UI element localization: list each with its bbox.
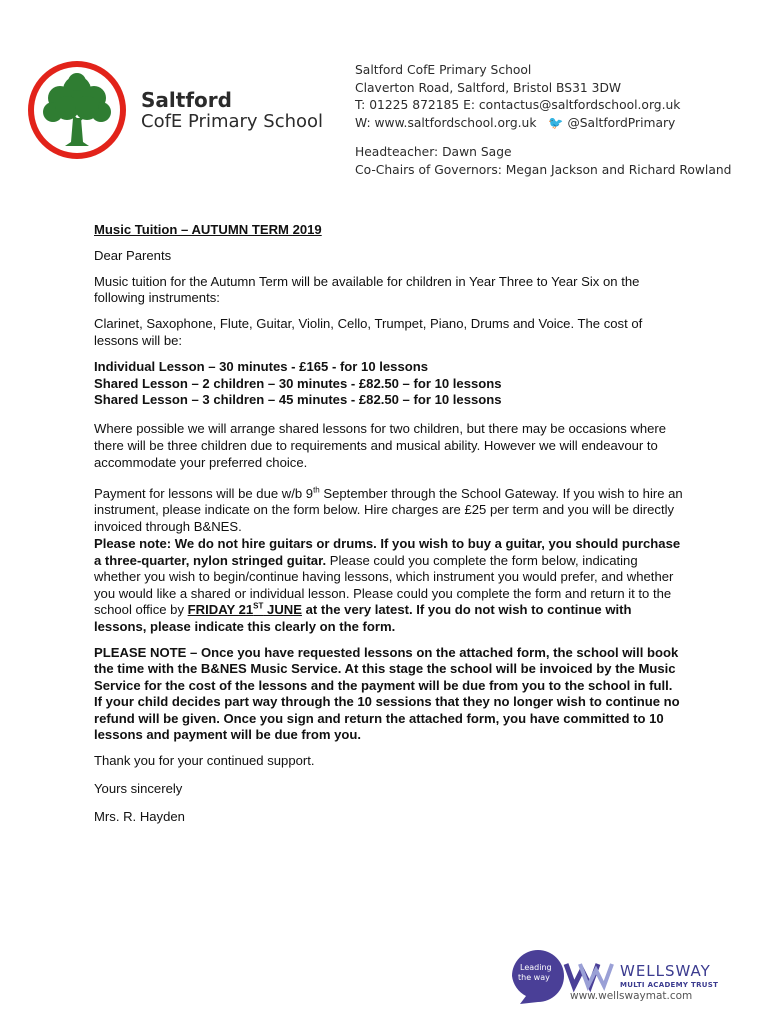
contact-block: [355, 62, 731, 179]
thanks: Thank you for your continued support.: [94, 753, 315, 769]
payment-text-a: Payment for lessons will be due w/b 9: [94, 485, 314, 501]
trust-sub: MULTI ACADEMY TRUST: [620, 981, 719, 989]
address-name: Saltford CofE Primary School: [355, 63, 532, 77]
trust-url[interactable]: www.wellswaymat.com: [570, 990, 693, 1002]
intro-paragraph: Music tuition for the Autumn Term will be available for children in Year Three to Year Six on the following instruments:: [94, 273, 640, 306]
instruments-paragraph: Clarinet, Saxophone, Flute, Guitar, Violin, Cello, Trumpet, Piano, Drums and Voice. The cost of lessons will be:: [94, 316, 643, 348]
payment-sup: th: [313, 485, 320, 495]
deadline-sup: ST: [253, 601, 264, 611]
letter-body: [94, 222, 684, 834]
deadline-rest: at the very latest. If you do not wish to continue with lessons, please indicate this clearly on the form.: [94, 602, 632, 634]
deadline-a: FRIDAY 21: [187, 602, 254, 618]
the-way-text: the way: [518, 973, 550, 982]
school-name-line2: CofE Primary School: [141, 111, 324, 132]
price-individual: Individual Lesson – 30 minutes - £165 - for 10 lessons: [94, 358, 429, 374]
phone-email: T: 01225 872185 E: contactus@saltfordschool.org.uk: [355, 98, 681, 112]
note-bold: Please note: We do not hire guitars or drums. If you wish to buy a guitar, you should purchase a three-quarter, nylon stringed guitar.: [94, 535, 681, 568]
school-logo-oak-tree: [27, 60, 127, 160]
signoff: Yours sincerely: [94, 780, 183, 796]
greeting: Dear Parents: [94, 247, 172, 263]
deadline: [188, 602, 302, 617]
signature: Mrs. R. Hayden: [94, 808, 185, 824]
note-text: Please could you complete the form below, indicating whether you wish to begin/continue having lessons, which instrument you would prefer, and whether you would like a shared or individual lesson. Please could you complete the form and return it to the school office by: [94, 552, 674, 618]
price-list: [94, 359, 684, 409]
web-twitter-line: [355, 115, 731, 133]
twitter-handle[interactable]: @SaltfordPrimary: [567, 115, 676, 130]
twitter-bird-icon: 🐦: [540, 115, 564, 130]
payment-paragraph: [94, 486, 684, 536]
deadline-b: JUNE: [263, 602, 302, 618]
school-name-line1: Saltford: [141, 88, 232, 112]
payment-text-b: September through the School Gateway. If you wish to hire an instrument, please indicate on the form below. Hire charges are £25 per term and you will be directly invoiced through B&NES.: [94, 485, 683, 535]
price-shared-2: Shared Lesson – 2 children – 30 minutes - £82.50 – for 10 lessons: [94, 375, 502, 391]
please-note-paragraph: PLEASE NOTE – Once you have requested lessons on the attached form, the school will book the time with the B&NES Music Service. At this stage the school will be invoiced by the Music Service for the cost of the lessons and the payment will be due from you to the school in full. If your child decides part way through the 10 sessions that they no longer wish to continue no refund will be given. Once you sign and return the attached form, you have committed to 10 lessons and payment will be due from you.: [94, 644, 680, 743]
trust-name: WELLSWAY: [620, 962, 711, 980]
note-paragraph: [94, 536, 684, 636]
shared-lessons-paragraph: Where possible we will arrange shared lessons for two children, but there may be occasions where there will be three children due to requirements and musical ability. However we will endeavour to accommodate your preferred choice.: [94, 421, 667, 470]
governors: Co-Chairs of Governors: Megan Jackson and Richard Rowland: [355, 162, 732, 177]
leading-text: Leading: [520, 963, 552, 972]
letter-title: Music Tuition – AUTUMN TERM 2019: [94, 222, 322, 237]
price-shared-3: Shared Lesson – 3 children – 45 minutes - £82.50 – for 10 lessons: [94, 392, 502, 408]
website-link[interactable]: W: www.saltfordschool.org.uk: [355, 115, 537, 130]
school-name: [141, 89, 323, 133]
headteacher: Headteacher: Dawn Sage: [355, 145, 512, 159]
wellsway-text: [620, 962, 718, 989]
address-line: Claverton Road, Saltford, Bristol BS31 3DW: [355, 80, 622, 95]
